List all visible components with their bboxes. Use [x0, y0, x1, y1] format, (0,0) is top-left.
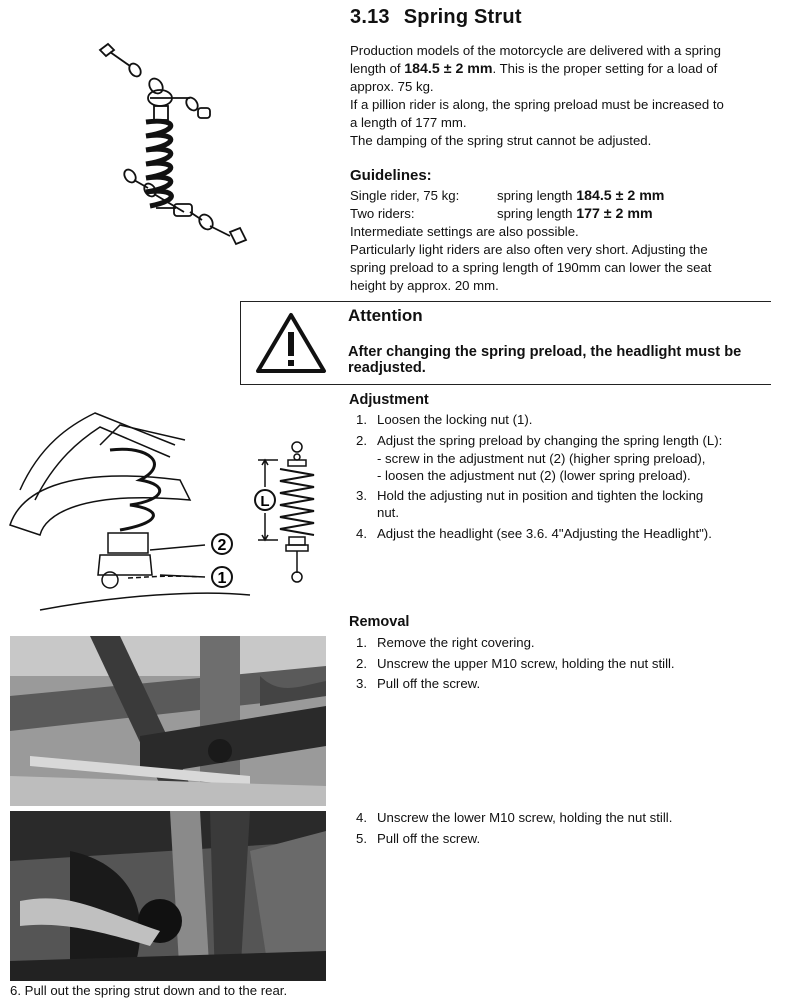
removal-step-6: 6. Pull out the spring strut down and to the rear.	[10, 983, 288, 998]
intro-line: The damping of the spring strut cannot be adjusted.	[350, 133, 652, 148]
adjustment-steps	[350, 410, 780, 544]
removal-steps-b	[350, 808, 780, 849]
guideline-line: Particularly light riders are also often very short. Adjusting the	[350, 242, 708, 257]
intro-paragraph	[350, 42, 780, 150]
list-item: 1. Remove the right covering.	[356, 635, 535, 650]
list-item: 4. Unscrew the lower M10 screw, holding the nut still.	[356, 810, 673, 825]
spring-strut-mounted-illustration	[0, 405, 345, 615]
list-item: 1. Loosen the locking nut (1).	[356, 412, 533, 427]
section-number: 3.13	[350, 6, 390, 28]
page-title	[350, 6, 522, 29]
guidelines-block	[350, 187, 780, 295]
intro-line: length of 184.5 ± 2 mm. This is the proper setting for a load of	[350, 61, 718, 77]
list-item: nut.	[377, 505, 399, 520]
guideline-line: height by approx. 20 mm.	[350, 278, 499, 293]
list-item: 2. Adjust the spring preload by changing the spring length (L):	[356, 432, 723, 448]
dimension-label-l: L	[260, 493, 270, 510]
list-item: 4. Adjust the headlight (see 3.6. 4"Adjusting the Headlight").	[356, 525, 712, 541]
adjustment-sub-item: - screw in the adjustment nut (2) (higher spring preload),	[377, 450, 706, 466]
attention-text: After changing the spring preload, the headlight must be readjusted.	[348, 344, 742, 376]
intro-line: Production models of the motorcycle are delivered with a spring	[350, 43, 721, 58]
section-title: Spring Strut	[403, 6, 522, 28]
removal-photo-upper-screw	[10, 636, 326, 806]
intro-line: a length of 177 mm.	[350, 115, 467, 130]
callout-2: 2	[217, 537, 227, 554]
intro-line: If a pillion rider is along, the spring preload must be increased to	[350, 97, 724, 112]
list-item: 3. Pull off the screw.	[356, 676, 481, 691]
guideline-line: spring preload to a spring length of 190mm can lower the seat	[350, 260, 712, 275]
guideline-row-two: Two riders: spring length 177 ± 2 mm	[350, 206, 653, 222]
warning-triangle-icon	[255, 312, 327, 374]
removal-heading: Removal	[349, 614, 410, 630]
list-item: 2. Unscrew the upper M10 screw, holding the nut still.	[356, 655, 675, 671]
adjustment-sub-item: - loosen the adjustment nut (2) (lower spring preload).	[377, 467, 691, 483]
list-item: 5. Pull off the screw.	[356, 830, 481, 846]
removal-photo-lower-screw	[10, 811, 326, 981]
callout-1: 1	[217, 570, 227, 587]
adjustment-heading: Adjustment	[349, 392, 429, 408]
guideline-line: Intermediate settings are also possible.	[350, 224, 579, 239]
removal-steps-a	[350, 633, 780, 695]
guideline-row-single: Single rider, 75 kg: spring length 184.5 ± 2 mm	[350, 188, 665, 204]
guidelines-heading: Guidelines:	[350, 167, 432, 184]
list-item: 3. Hold the adjusting nut in position and tighten the locking	[356, 487, 704, 503]
intro-line: approx. 75 kg.	[350, 79, 434, 94]
spring-strut-exploded-illustration	[90, 40, 260, 255]
attention-title: Attention	[348, 306, 423, 325]
